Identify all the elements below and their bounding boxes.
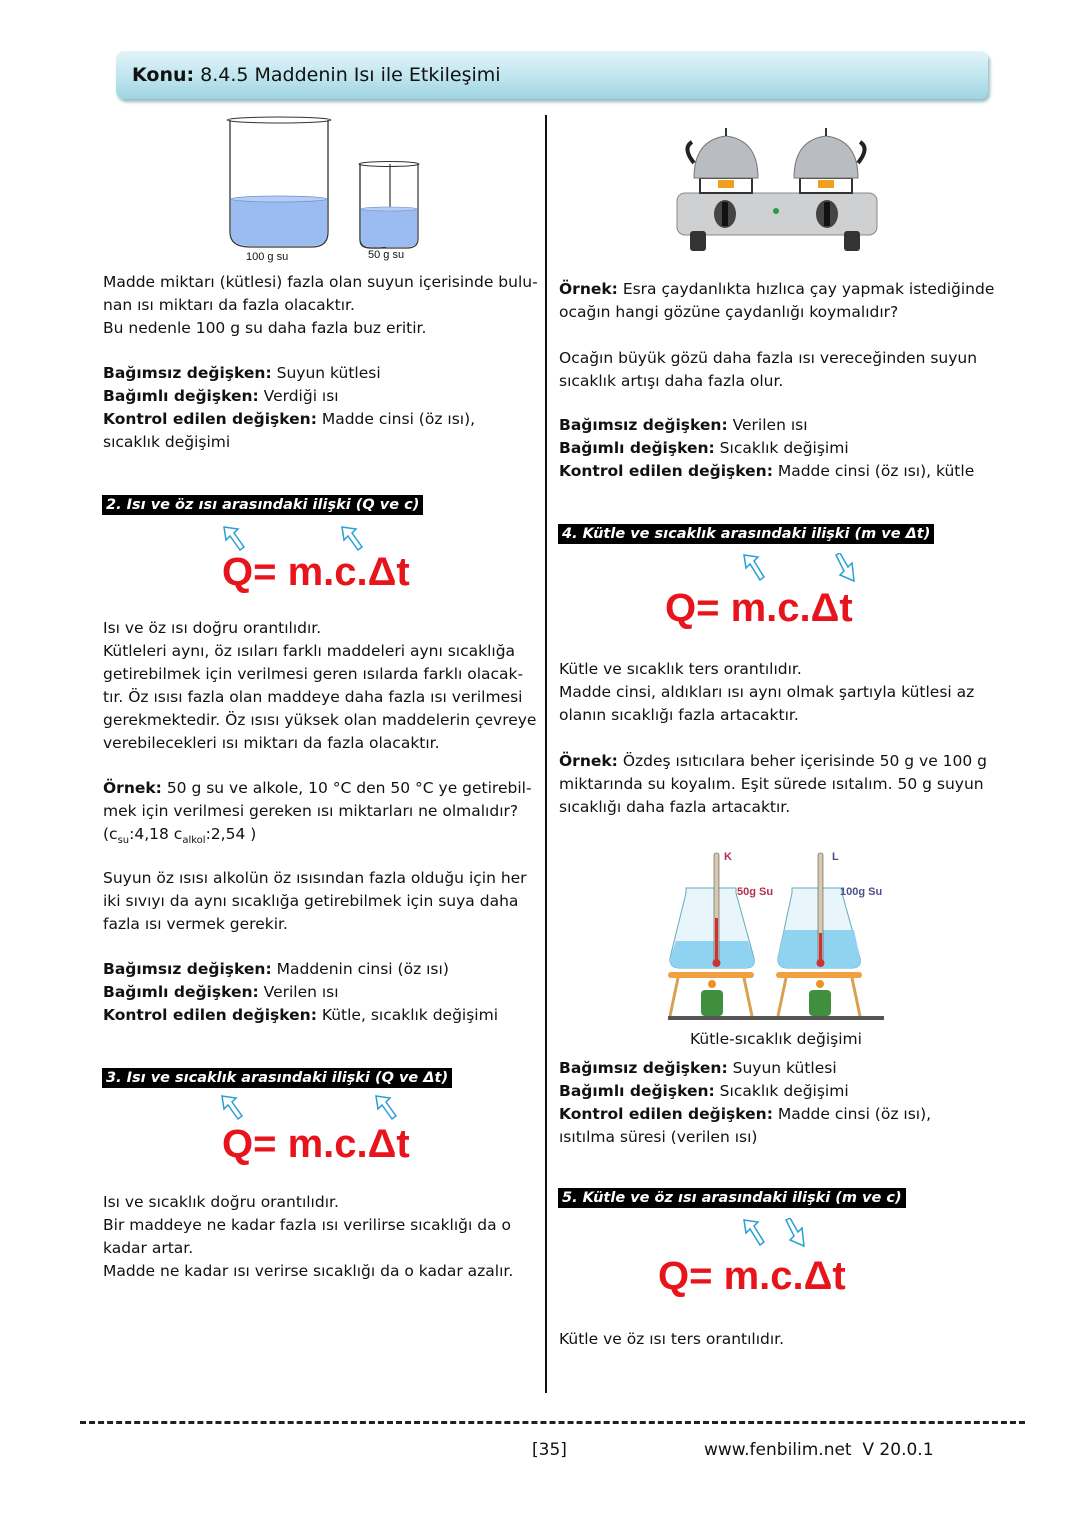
text-line: Esra çaydanlıkta hızlıca çay yapmak istediğinde bbox=[622, 280, 995, 298]
text-line: verebilecekleri ısı miktarı da fazla olacaktır. bbox=[103, 734, 440, 752]
text-line: Madde ne kadar ısı verirse sıcaklığı da o kadar azalır. bbox=[103, 1262, 514, 1280]
text: :4,18 c bbox=[129, 825, 183, 843]
var-label: Bağımlı değişken: bbox=[103, 387, 259, 405]
text-line: Kütle ve öz ısı ters orantılıdır. bbox=[559, 1330, 785, 1348]
text-line: sıcaklığı daha fazla artacaktır. bbox=[559, 798, 791, 816]
formula: Q= m.c.Δt bbox=[222, 1122, 410, 1166]
formula: Q= m.c.Δt bbox=[658, 1254, 846, 1298]
var-label: Kontrol edilen değişken: bbox=[103, 410, 317, 428]
topic-label: Konu: bbox=[132, 64, 195, 86]
text-line: Bu nedenle 100 g su daha fazla buz eritir. bbox=[103, 319, 427, 337]
var-label: Kontrol edilen değişken: bbox=[559, 1105, 773, 1123]
var-value: Verdiği ısı bbox=[263, 387, 339, 405]
text-line: Özdeş ısıtıcılara beher içerisinde 50 g ve 100 g bbox=[622, 752, 988, 770]
text-line: Madde miktarı (kütlesi) fazla olan suyun içerisinde bulu- bbox=[103, 273, 538, 291]
var-label: Bağımsız değişken: bbox=[559, 1059, 728, 1077]
text-line: ocağın hangi gözüne çaydanlığı koymalıdır? bbox=[559, 303, 899, 321]
var-label: Bağımsız değişken: bbox=[559, 416, 728, 434]
var-label: Bağımlı değişken: bbox=[103, 983, 259, 1001]
var-label: Bağımlı değişken: bbox=[559, 439, 715, 457]
var-label: Kontrol edilen değişken: bbox=[103, 1006, 317, 1024]
variables-block bbox=[103, 958, 543, 1027]
flask-l-mass: 100g Su bbox=[840, 886, 883, 898]
dependent-variable bbox=[103, 385, 533, 408]
text: (c bbox=[103, 825, 118, 843]
text-line: Suyun öz ısısı alkolün öz ısısından fazla olduğu için her bbox=[103, 869, 527, 887]
text-line: Isı ve öz ısı doğru orantılıdır. bbox=[103, 619, 322, 637]
section-heading-4: 4. Kütle ve sıcaklık arasındaki ilişki (m ve Δt) bbox=[558, 524, 934, 544]
text-line: 50 g su ve alkole, 10 °C den 50 °C ye getirebil- bbox=[166, 779, 532, 797]
arrow-up-down-icon bbox=[740, 1218, 820, 1254]
variables-block bbox=[103, 362, 533, 454]
website-link[interactable]: www.fenbilim.net V 20.0.1 bbox=[704, 1440, 934, 1460]
text-line: tır. Öz ısısı fazla olan maddeye daha fazla ısı verilmesi bbox=[103, 688, 523, 706]
example-label: Örnek: bbox=[559, 752, 618, 770]
figure-caption: Kütle-sıcaklık değişimi bbox=[690, 1030, 862, 1048]
text-line: Isı ve sıcaklık doğru orantılıdır. bbox=[103, 1193, 339, 1211]
var-value: Sıcaklık değişimi bbox=[719, 1082, 849, 1100]
flask-k-mass: 50g Su bbox=[737, 886, 774, 898]
text-line: getirebilmek için verilmesi geren ısılarda farklı olacak- bbox=[103, 665, 524, 683]
controlled-variable bbox=[103, 408, 533, 454]
beaker-50g-label: 50 g su bbox=[368, 249, 405, 261]
section-heading-3: 3. Isı ve sıcaklık arasındaki ilişki (Q ve Δt) bbox=[102, 1068, 452, 1088]
text-line: gerekmektedir. Öz ısısı yüksek olan maddelerin çevreye bbox=[103, 711, 537, 729]
text-line: iki sıvıyı da aynı sıcaklığa getirebilmek için suya daha bbox=[103, 892, 519, 910]
section-heading-5: 5. Kütle ve öz ısı arasındaki ilişki (m ve c) bbox=[558, 1188, 906, 1208]
var-label: Bağımlı değişken: bbox=[559, 1082, 715, 1100]
text-line: Ocağın büyük gözü daha fazla ısı vereceğinden suyun bbox=[559, 349, 978, 367]
text-line: fazla ısı vermek gerekir. bbox=[103, 915, 288, 933]
flasks-illustration bbox=[666, 848, 896, 1020]
var-value: Madde cinsi (öz ısı), sıcaklık değişimi bbox=[103, 410, 476, 451]
text-line: miktarında su koyalım. Eşit sürede ısıtalım. 50 g suyun bbox=[559, 775, 984, 793]
var-value: Suyun kütlesi bbox=[276, 364, 381, 382]
var-label: Bağımsız değişken: bbox=[103, 960, 272, 978]
text-line: Madde cinsi, aldıkları ısı aynı olmak şartıyla kütlesi az bbox=[559, 683, 975, 701]
independent-variable bbox=[103, 362, 533, 385]
specific-heat-values bbox=[103, 823, 543, 852]
footer-divider bbox=[80, 1421, 1025, 1424]
text-line: kadar artar. bbox=[103, 1239, 194, 1257]
beakers-illustration bbox=[220, 112, 430, 267]
beaker-100g-label: 100 g su bbox=[246, 251, 289, 263]
var-value: Madde cinsi (öz ısı), kütle bbox=[777, 462, 975, 480]
text-line: Kütleleri aynı, öz ısıları farklı maddeleri aynı sıcaklığa bbox=[103, 642, 516, 660]
text-line: Bir maddeye ne kadar fazla ısı verilirse sıcaklığı da o bbox=[103, 1216, 511, 1234]
flask-k-label: K bbox=[724, 851, 732, 863]
example-block bbox=[559, 278, 995, 324]
variables-block bbox=[559, 1057, 979, 1149]
var-value: Verilen ısı bbox=[732, 416, 808, 434]
formula: Q= m.c.Δt bbox=[222, 550, 410, 594]
var-value: Kütle, sıcaklık değişimi bbox=[321, 1006, 499, 1024]
example-block bbox=[559, 750, 989, 819]
var-label: Bağımsız değişken: bbox=[103, 364, 272, 382]
text: :2,54 ) bbox=[205, 825, 257, 843]
stove-kettles-illustration bbox=[672, 118, 882, 258]
subscript: su bbox=[117, 835, 130, 847]
subscript: alkol bbox=[182, 835, 206, 847]
flask-l-label: L bbox=[832, 851, 839, 863]
topic-text: 8.4.5 Maddenin Isı ile Etkileşimi bbox=[200, 64, 501, 86]
text-line: mek için verilmesi gereken ısı miktarları ne olmalıdır? bbox=[103, 802, 519, 820]
section-heading-2: 2. Isı ve öz ısı arasındaki ilişki (Q ve c) bbox=[102, 495, 423, 515]
var-value: Verilen ısı bbox=[263, 983, 339, 1001]
page-number: [35] bbox=[532, 1440, 567, 1460]
text-line: sıcaklık artışı daha fazla olur. bbox=[559, 372, 784, 390]
topic-header bbox=[116, 51, 988, 99]
arrow-up-down-icon bbox=[740, 553, 870, 589]
text-line: olanın sıcaklığı fazla artacaktır. bbox=[559, 706, 799, 724]
var-label: Kontrol edilen değişken: bbox=[559, 462, 773, 480]
formula: Q= m.c.Δt bbox=[665, 586, 853, 630]
var-value: Madde cinsi (öz ısı), ısıtılma süresi (verilen ısı) bbox=[559, 1105, 932, 1146]
topic-title bbox=[132, 64, 501, 86]
example-block bbox=[103, 777, 543, 852]
var-value: Sıcaklık değişimi bbox=[719, 439, 849, 457]
example-label: Örnek: bbox=[559, 280, 618, 298]
text-line: nan ısı miktarı da fazla olacaktır. bbox=[103, 296, 355, 314]
text-line: Kütle ve sıcaklık ters orantılıdır. bbox=[559, 660, 802, 678]
var-value: Suyun kütlesi bbox=[732, 1059, 837, 1077]
variables-block bbox=[559, 414, 989, 483]
example-label: Örnek: bbox=[103, 779, 162, 797]
column-divider bbox=[545, 115, 547, 1393]
var-value: Maddenin cinsi (öz ısı) bbox=[276, 960, 449, 978]
